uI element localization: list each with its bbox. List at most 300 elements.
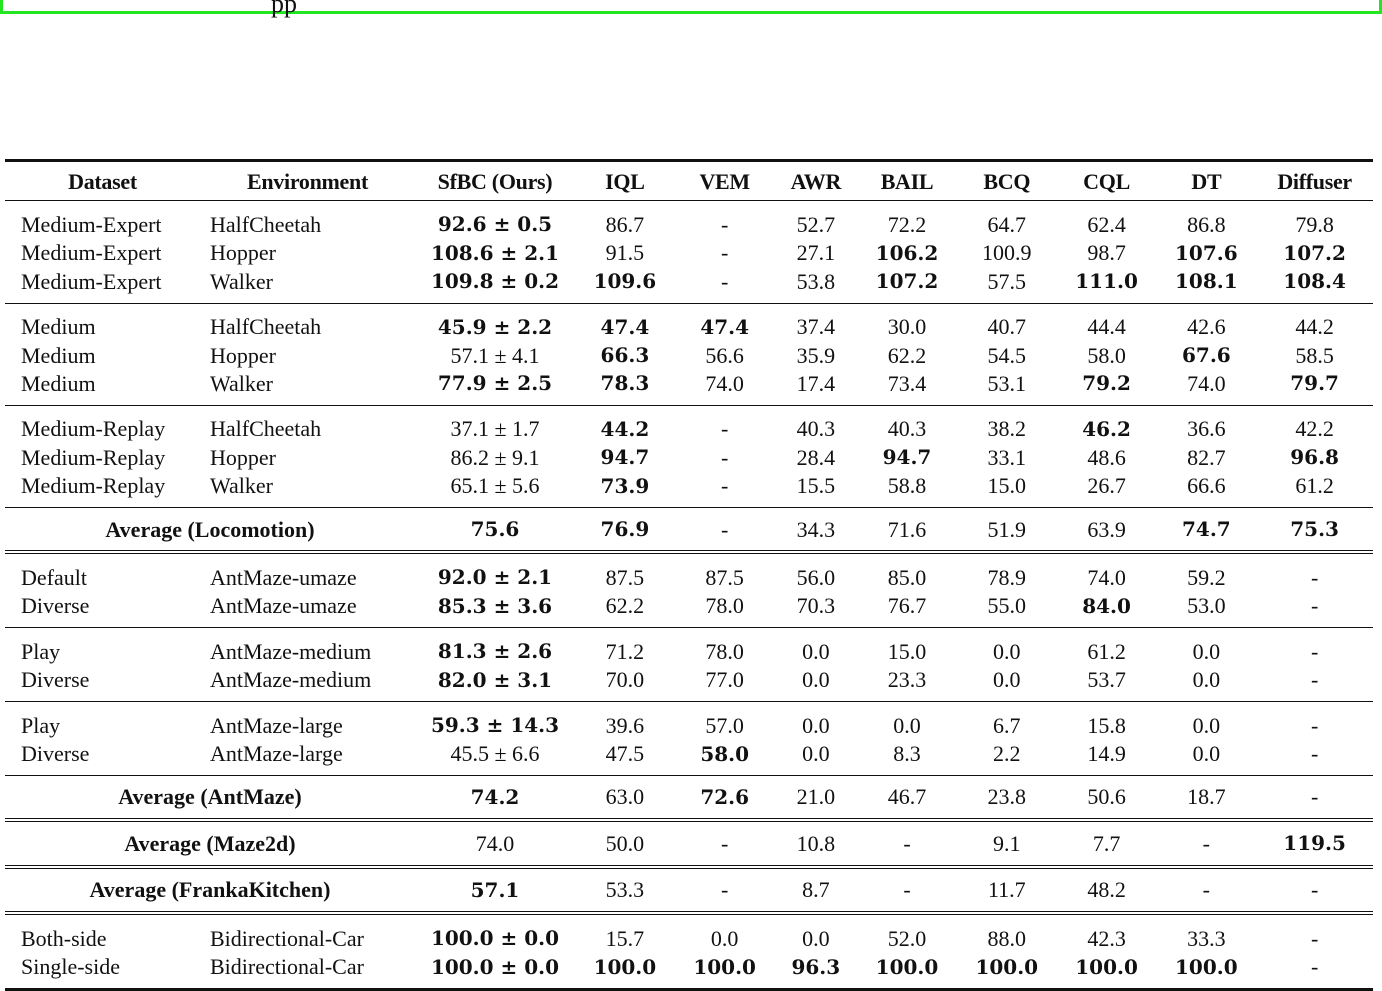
cell-value: 54.5 [987, 342, 1027, 368]
cell-value: 15.7 [605, 925, 645, 951]
table-cell [575, 303, 675, 341]
table-cell [575, 775, 675, 820]
table-cell [415, 443, 575, 471]
table-cell [775, 820, 858, 866]
environment-cell: Hopper [210, 240, 276, 266]
table-cell [1057, 666, 1157, 702]
dataset-cell: Medium-Expert [21, 240, 162, 266]
cell-value: 42.3 [1087, 925, 1126, 951]
table-cell [857, 508, 957, 553]
cell-value: 47.4 [600, 314, 650, 339]
table-cell [957, 341, 1057, 369]
header-dataset: Dataset [5, 161, 200, 201]
average-label: Average (AntMaze) [5, 775, 415, 820]
table-cell [675, 201, 775, 239]
cell-value: 76.9 [600, 517, 650, 542]
table-cell [1057, 740, 1157, 776]
header-bail: BAIL [857, 161, 957, 201]
cell-value: 100.0 ± 0.0 [430, 926, 560, 951]
table-cell [1057, 239, 1157, 267]
cell-value: 57.5 [987, 268, 1027, 294]
header-sfbc: SfBC (Ours) [415, 161, 575, 201]
table-cell [415, 592, 575, 628]
cell-value: 56.0 [796, 564, 836, 590]
cell-value: 8.7 [802, 877, 830, 903]
environment-cell: AntMaze-umaze [200, 592, 415, 628]
cell-value: - [721, 211, 729, 237]
table-cell [1057, 405, 1157, 443]
table-cell [1057, 369, 1157, 405]
environment-cell: AntMaze-large [210, 712, 343, 738]
cell-value: 72.6 [700, 784, 750, 809]
cell-value: 96.3 [791, 954, 841, 979]
table-cell [575, 913, 675, 952]
cell-value: 81.3 ± 2.6 [437, 639, 553, 664]
table-cell [1256, 666, 1373, 702]
header-row [5, 161, 1373, 201]
results-table-container [5, 159, 1373, 991]
cell-value: 100.0 [975, 954, 1039, 979]
table-row [5, 953, 1373, 990]
cell-value: 86.7 [605, 211, 645, 237]
table-cell [1156, 201, 1256, 239]
table-cell [675, 775, 775, 820]
table-cell [415, 775, 575, 820]
cell-value: - [721, 830, 729, 856]
cell-value: 79.7 [1290, 371, 1339, 396]
environment-cell: HalfCheetah [210, 211, 322, 237]
table-cell [957, 508, 1057, 553]
table-cell [1156, 867, 1256, 913]
cell-value: 74.0 [1187, 370, 1226, 396]
table-cell [857, 405, 957, 443]
table-cell [415, 628, 575, 666]
table-cell [775, 775, 858, 820]
average-label: Average (FrankaKitchen) [5, 867, 415, 913]
cell-value: 108.6 ± 2.1 [430, 240, 560, 265]
table-cell [1156, 775, 1256, 820]
table-row [5, 405, 1373, 443]
table-cell [1156, 239, 1256, 267]
cell-value: 98.7 [1087, 240, 1126, 266]
cell-value: 39.6 [605, 712, 645, 738]
cell-value: 107.6 [1175, 240, 1238, 265]
table-cell [1156, 508, 1256, 553]
cell-value: - [1310, 638, 1319, 664]
cell-value: - [1310, 925, 1319, 951]
table-cell [1156, 303, 1256, 341]
cell-value: 77.9 ± 2.5 [437, 371, 553, 396]
table-cell [775, 628, 858, 666]
table-cell [415, 267, 575, 303]
table-cell [775, 552, 858, 591]
cell-value: 42.2 [1295, 416, 1334, 442]
cell-value: 111.0 [1075, 269, 1138, 294]
table-cell [957, 201, 1057, 239]
table-cell [575, 239, 675, 267]
cell-value: 58.5 [1295, 342, 1334, 368]
table-cell [675, 508, 775, 553]
cell-value: - [1310, 593, 1319, 619]
environment-cell: AntMaze-medium [200, 666, 415, 702]
table-cell [675, 443, 775, 471]
table-cell [957, 628, 1057, 666]
table-cell [575, 953, 675, 990]
table-cell [1057, 303, 1157, 341]
cell-value: 2.2 [993, 741, 1021, 766]
cell-value: 109.8 ± 0.2 [430, 269, 560, 294]
table-cell [575, 867, 675, 913]
cell-value: 38.2 [987, 416, 1027, 442]
table-cell [675, 820, 775, 866]
table-row [5, 239, 1373, 267]
cell-value: 57.0 [705, 712, 744, 738]
environment-cell: Walker [200, 267, 415, 303]
cell-value: 47.5 [605, 741, 645, 766]
table-cell [415, 666, 575, 702]
cell-value: - [721, 416, 729, 442]
cell-value: 100.0 ± 0.0 [430, 954, 560, 979]
cell-value: 100.9 [982, 240, 1032, 266]
cell-value: 47.4 [700, 314, 750, 339]
table-cell [857, 867, 957, 913]
table-cell [1156, 592, 1256, 628]
table-cell [1057, 201, 1157, 239]
cell-value: 63.0 [605, 784, 645, 810]
table-cell [775, 303, 858, 341]
cell-value: 15.5 [796, 473, 836, 499]
table-cell [575, 820, 675, 866]
clipped-caption-text: pp [271, 0, 297, 18]
cell-value: 6.7 [993, 712, 1021, 738]
cell-value: - [1310, 954, 1319, 980]
table-cell [575, 592, 675, 628]
cell-value: - [1310, 712, 1319, 738]
dataset-cell: Medium [21, 314, 96, 340]
table-cell [415, 341, 575, 369]
cell-value: 53.1 [987, 370, 1027, 396]
cell-value: 66.6 [1187, 473, 1226, 499]
header-environment: Environment [200, 161, 415, 201]
cell-value: 82.0 ± 3.1 [437, 667, 553, 692]
table-cell [775, 369, 858, 405]
table-cell [857, 702, 957, 740]
table-cell [857, 628, 957, 666]
table-cell [1156, 472, 1256, 508]
highlight-box [0, 0, 1382, 18]
table-cell [775, 592, 858, 628]
table-cell [575, 267, 675, 303]
table-cell [1256, 740, 1373, 776]
table-cell [1156, 740, 1256, 776]
environment-cell: AntMaze-large [200, 740, 415, 776]
table-cell [675, 867, 775, 913]
cell-value: 56.6 [705, 342, 744, 368]
cell-value: 63.9 [1087, 516, 1126, 542]
cell-value: 0.0 [1192, 638, 1221, 664]
table-cell [857, 913, 957, 952]
dataset-cell: Medium [21, 342, 96, 368]
table-cell [775, 472, 858, 508]
cell-value: 87.5 [705, 564, 744, 590]
table-cell [675, 472, 775, 508]
cell-value: 0.0 [710, 925, 739, 951]
table-cell [675, 239, 775, 267]
cell-value: 30.0 [887, 314, 927, 340]
cell-value: 100.0 [875, 954, 939, 979]
cell-value: 64.7 [987, 211, 1027, 237]
cell-value: 48.6 [1087, 444, 1126, 470]
cell-value: 7.7 [1092, 830, 1121, 856]
header-cql: CQL [1057, 161, 1157, 201]
table-cell [857, 239, 957, 267]
cell-value: 15.0 [987, 473, 1027, 499]
table-cell [415, 472, 575, 508]
table-cell [857, 369, 957, 405]
cell-value: - [721, 268, 729, 294]
table-cell [775, 913, 858, 952]
table-cell [857, 740, 957, 776]
dataset-cell: Default [21, 564, 87, 590]
cell-value: 8.3 [893, 741, 921, 766]
cell-value: 59.3 ± 14.3 [430, 713, 560, 738]
environment-cell: HalfCheetah [210, 416, 322, 442]
table-cell [1156, 267, 1256, 303]
table-cell [415, 740, 575, 776]
table-cell [1057, 267, 1157, 303]
cell-value: 46.2 [1082, 416, 1131, 441]
cell-value: 0.0 [802, 667, 830, 693]
table-cell [957, 666, 1057, 702]
table-cell [1256, 867, 1373, 913]
table-cell [775, 702, 858, 740]
cell-value: 26.7 [1087, 473, 1126, 499]
cell-value: 53.3 [605, 877, 645, 903]
cell-value: - [721, 473, 729, 499]
table-cell [857, 472, 957, 508]
table-cell [675, 369, 775, 405]
table-cell [1057, 508, 1157, 553]
cell-value: 106.2 [875, 240, 939, 265]
table-cell [957, 552, 1057, 591]
cell-value: 62.2 [887, 342, 927, 368]
header-awr: AWR [775, 161, 858, 201]
cell-value: 85.3 ± 3.6 [437, 593, 553, 618]
table-cell [857, 443, 957, 471]
cell-value: 88.0 [987, 925, 1027, 951]
cell-value: 58.8 [887, 473, 927, 499]
cell-value: 33.1 [987, 444, 1027, 470]
table-row [5, 201, 1373, 239]
table-cell [1256, 405, 1373, 443]
table-cell [675, 267, 775, 303]
table-row [5, 267, 1373, 303]
cell-value: 78.3 [600, 371, 650, 396]
table-cell [575, 628, 675, 666]
cell-value: - [721, 444, 729, 470]
dataset-cell: Medium-Replay [21, 416, 166, 442]
table-cell [1256, 472, 1373, 508]
environment-cell: Walker [200, 472, 415, 508]
cell-value: 44.2 [600, 416, 650, 441]
table-cell [675, 303, 775, 341]
cell-value: 61.2 [1295, 473, 1334, 499]
cell-value: 53.7 [1087, 667, 1126, 693]
table-cell [1057, 443, 1157, 471]
average-label: Average (Locomotion) [5, 508, 415, 553]
table-cell [415, 239, 575, 267]
table-cell [857, 953, 957, 990]
table-row [5, 702, 1373, 740]
table-cell [575, 702, 675, 740]
cell-value: 119.5 [1283, 831, 1346, 856]
table-cell [1156, 443, 1256, 471]
table-cell [857, 201, 957, 239]
average-kitchen-row [5, 867, 1373, 913]
table-cell [857, 666, 957, 702]
cell-value: 78.0 [705, 593, 744, 619]
cell-value: 94.7 [882, 445, 932, 470]
table-cell [1256, 369, 1373, 405]
cell-value: 75.6 [470, 517, 520, 542]
cell-value: 61.2 [1087, 638, 1126, 664]
table-row [5, 303, 1373, 341]
table-cell [575, 405, 675, 443]
cell-value: 108.1 [1175, 269, 1238, 294]
cell-value: 74.0 [1087, 564, 1126, 590]
cell-value: 37.4 [796, 314, 836, 340]
cell-value: 10.8 [796, 830, 836, 856]
cell-value: 45.9 ± 2.2 [437, 314, 553, 339]
cell-value: 87.5 [605, 564, 645, 590]
cell-value: 73.4 [887, 370, 927, 396]
table-row [5, 369, 1373, 405]
table-cell [415, 867, 575, 913]
cell-value: - [1310, 877, 1319, 903]
table-cell [857, 267, 957, 303]
cell-value: 72.2 [887, 211, 927, 237]
cell-value: 58.0 [700, 741, 750, 766]
table-cell [957, 702, 1057, 740]
table-cell [1256, 508, 1373, 553]
table-cell [957, 303, 1057, 341]
dataset-cell: Diverse [5, 740, 200, 776]
dataset-cell: Single-side [5, 953, 200, 990]
dataset-cell: Play [21, 638, 61, 664]
table-cell [675, 592, 775, 628]
dataset-cell: Medium [5, 369, 200, 405]
cell-value: 53.0 [1187, 593, 1226, 619]
table-cell [1256, 628, 1373, 666]
cell-value: 92.0 ± 2.1 [437, 565, 553, 590]
table-cell [1057, 552, 1157, 591]
table-cell [1156, 628, 1256, 666]
cell-value: 59.2 [1187, 564, 1226, 590]
table-cell [1256, 341, 1373, 369]
table-cell [415, 913, 575, 952]
cell-value: 91.5 [605, 240, 645, 266]
table-cell [857, 775, 957, 820]
cell-value: 28.4 [796, 444, 836, 470]
table-cell [1057, 913, 1157, 952]
table-cell [1256, 820, 1373, 866]
cell-value: 42.6 [1187, 314, 1226, 340]
table-cell [675, 740, 775, 776]
table-cell [775, 405, 858, 443]
table-cell [1256, 201, 1373, 239]
cell-value: 107.2 [1283, 240, 1346, 265]
table-cell [575, 740, 675, 776]
table-cell [415, 369, 575, 405]
table-cell [957, 820, 1057, 866]
table-cell [1256, 702, 1373, 740]
cell-value: - [1202, 877, 1210, 903]
cell-value: 52.0 [887, 925, 927, 951]
cell-value: 79.2 [1082, 371, 1131, 396]
table-cell [675, 702, 775, 740]
cell-value: 51.9 [987, 516, 1027, 542]
cell-value: 67.6 [1181, 343, 1231, 368]
table-cell [1156, 913, 1256, 952]
cell-value: 50.0 [605, 830, 645, 856]
table-cell [1256, 953, 1373, 990]
table-cell [575, 472, 675, 508]
table-cell [415, 201, 575, 239]
cell-value: 18.7 [1187, 784, 1226, 810]
cell-value: 48.2 [1087, 877, 1126, 903]
cell-value: 74.0 [705, 370, 744, 396]
table-cell [1256, 303, 1373, 341]
table-cell [957, 913, 1057, 952]
table-row [5, 341, 1373, 369]
table-cell [675, 552, 775, 591]
table-cell [857, 303, 957, 341]
cell-value: 0.0 [893, 712, 921, 738]
cell-value: 40.3 [887, 416, 927, 442]
cell-value: 94.7 [600, 445, 650, 470]
cell-value: 23.8 [987, 784, 1027, 810]
environment-cell: Bidirectional-Car [210, 925, 364, 951]
table-cell [1057, 953, 1157, 990]
table-cell [775, 443, 858, 471]
table-cell [1057, 592, 1157, 628]
table-cell [775, 239, 858, 267]
cell-value: 46.7 [887, 784, 927, 810]
dataset-cell: Medium-Expert [5, 267, 200, 303]
cell-value: 0.0 [802, 712, 830, 738]
table-body [5, 201, 1373, 990]
table-cell [957, 472, 1057, 508]
table-cell [1156, 369, 1256, 405]
table-cell [1256, 267, 1373, 303]
table-cell [675, 628, 775, 666]
table-cell [957, 867, 1057, 913]
table-cell [575, 508, 675, 553]
cell-value: 57.1 ± 4.1 [450, 342, 540, 368]
table-cell [857, 820, 957, 866]
dataset-cell: Medium-Replay [21, 444, 166, 470]
cell-value: 40.3 [796, 416, 836, 442]
cell-value: 74.7 [1181, 517, 1231, 542]
dataset-cell: Diverse [5, 666, 200, 702]
cell-value: 17.4 [796, 370, 836, 396]
cell-value: 62.4 [1087, 211, 1126, 237]
table-cell [675, 341, 775, 369]
table-cell [1256, 913, 1373, 952]
table-cell [775, 267, 858, 303]
table-cell [675, 405, 775, 443]
cell-value: 36.6 [1187, 416, 1226, 442]
